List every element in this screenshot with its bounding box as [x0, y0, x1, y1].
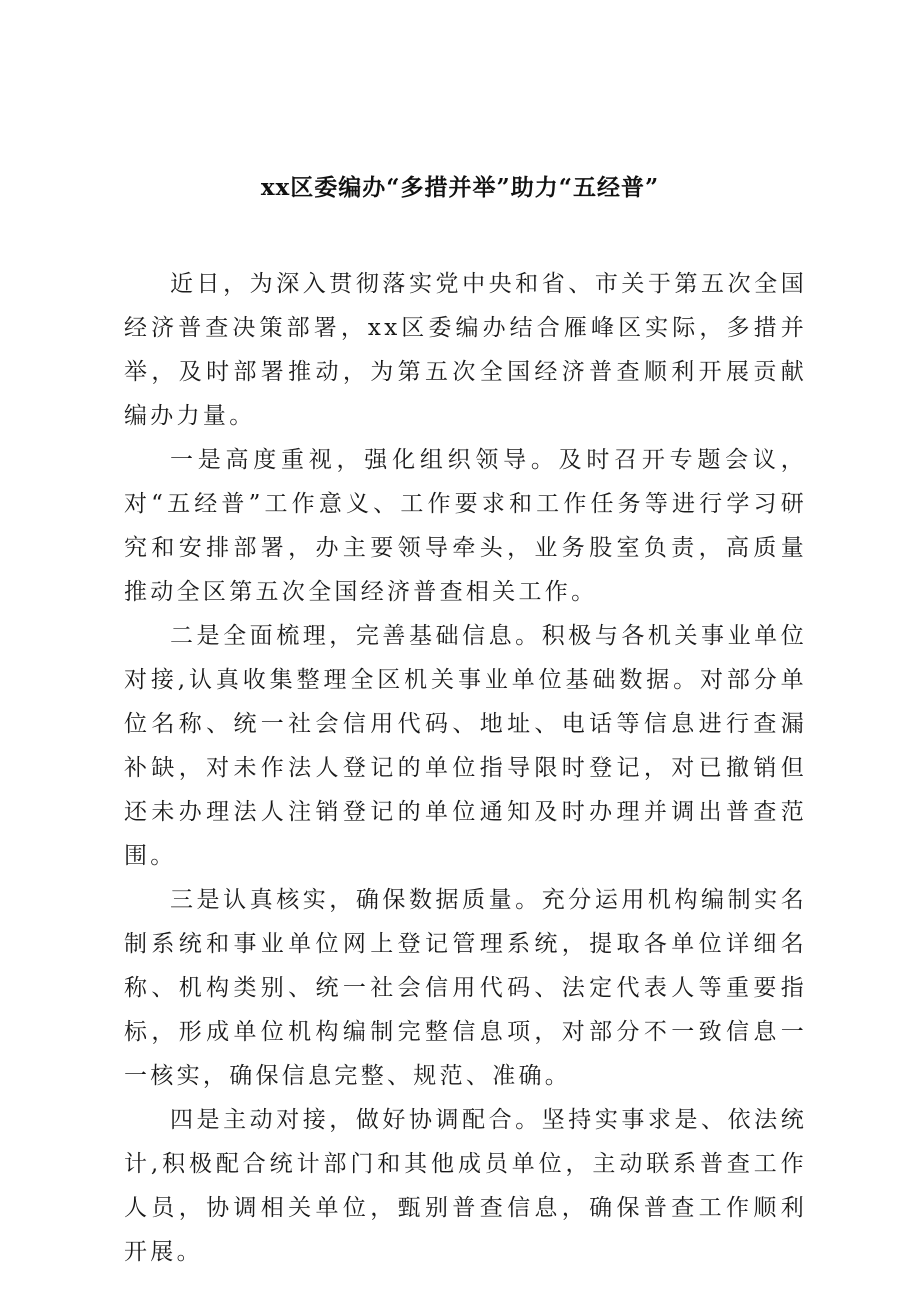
- paragraph-point-three: 三是认真核实，确保数据质量。充分运用机构编制实名制系统和事业单位网上登记管理系统，提取各单位详细名称、机构类别、统一社会信用代码、法定代表人等重要指标，形成单位机构编制完整信息项，对部分不一致信息一一核实，确保信息完整、规范、准确。: [124, 887, 807, 1089]
- paragraph-point-one: 一是高度重视，强化组织领导。及时召开专题会议，对“五经普”工作意义、工作要求和工作任务等进行学习研究和安排部署，办主要领导牵头，业务股室负责，高质量推动全区第五次全国经济普查相关工作。: [124, 447, 807, 605]
- document-title: xx区委编办“多措并举”助力“五经普”: [260, 174, 660, 201]
- paragraph-point-four: 四是主动对接，做好协调配合。坚持实事求是、依法统计,积极配合统计部门和其他成员单位，主动联系普查工作人员，协调相关单位，甄别普查信息，确保普查工作顺利开展。: [124, 1107, 807, 1265]
- document-body: [124, 262, 807, 1274]
- paragraph-intro: 近日，为深入贯彻落实党中央和省、市关于第五次全国经济普查决策部署，xx区委编办结合雁峰区实际，多措并举，及时部署推动，为第五次全国经济普查顺利开展贡献编办力量。: [124, 271, 807, 429]
- paragraph-point-two: 二是全面梳理，完善基础信息。积极与各机关事业单位对接,认真收集整理全区机关事业单位基础数据。对部分单位名称、统一社会信用代码、地址、电话等信息进行查漏补缺，对未作法人登记的单位指导限时登记，对已撤销但还未办理法人注销登记的单位通知及时办理并调出普查范围。: [124, 623, 807, 869]
